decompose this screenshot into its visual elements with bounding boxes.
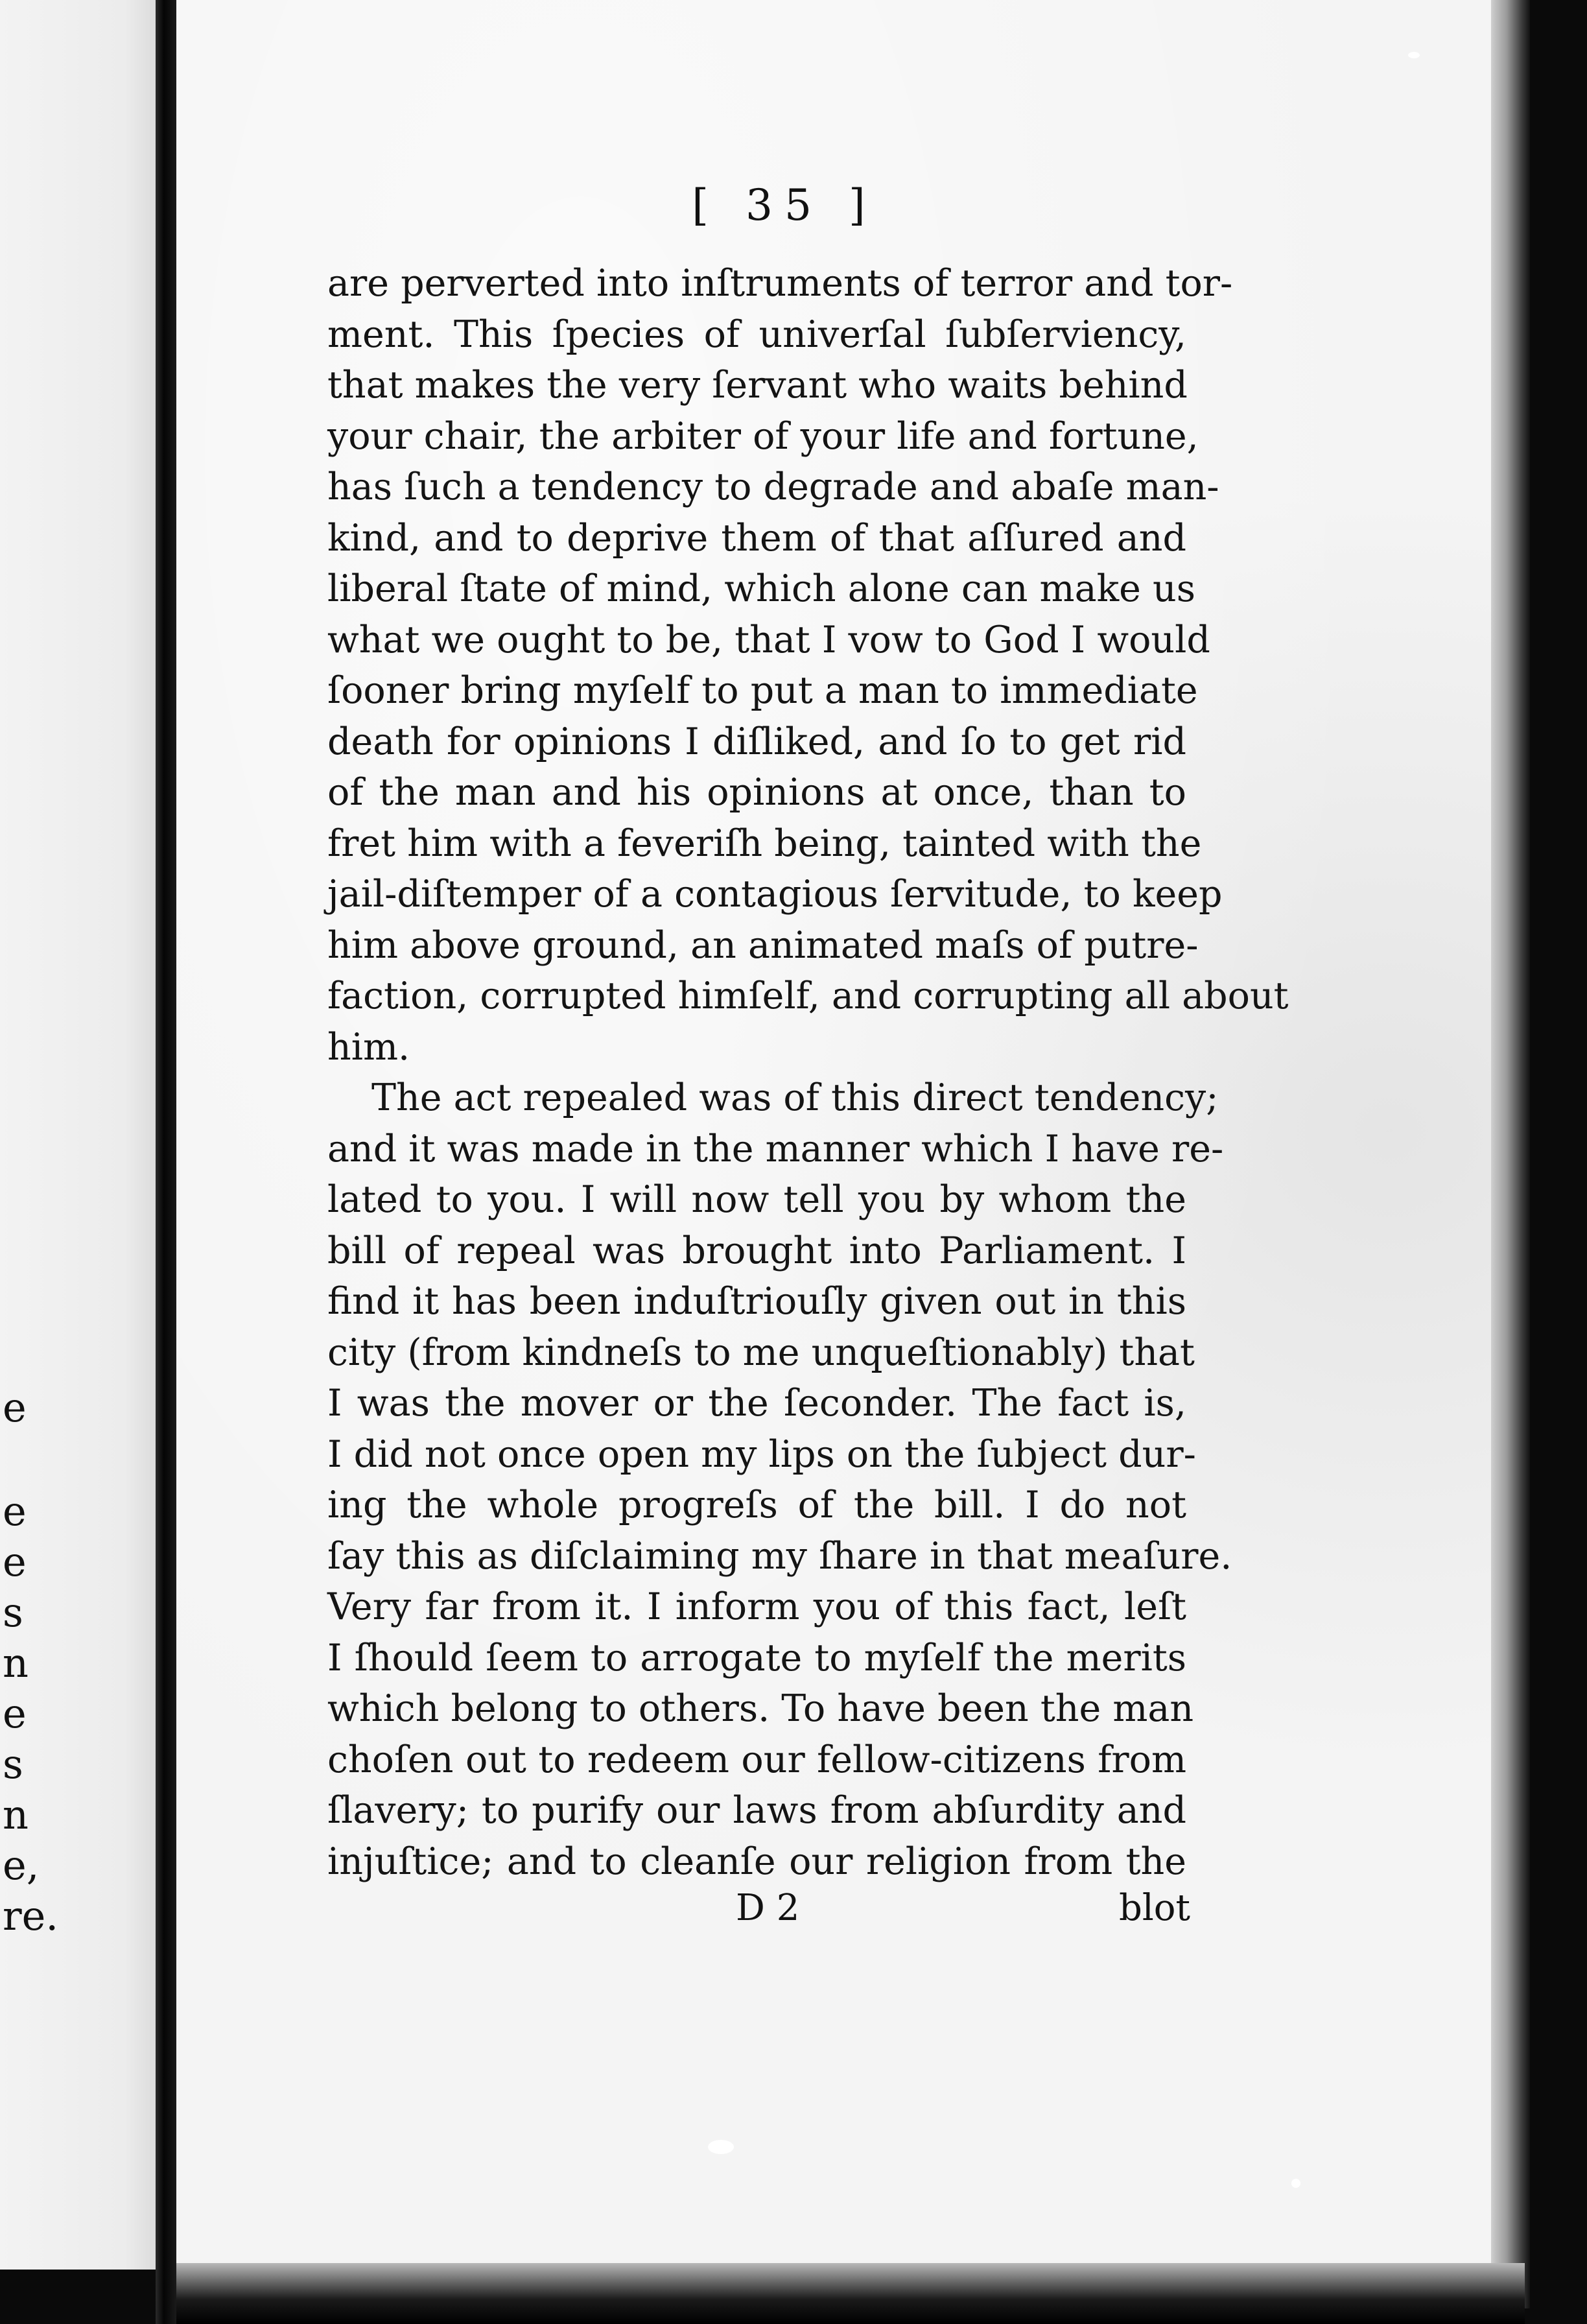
text-line: fret him with a feveriſh being, tainted with the <box>327 822 1202 865</box>
text-line: find it has been induſtriouſly given out in this <box>327 1280 1186 1323</box>
text-line: death for opinions I diſliked, and ſo to get rid <box>327 720 1186 763</box>
text-line: ment. This ſpecies of univerſal ſubſerviency, <box>327 313 1186 356</box>
catchword: blot <box>1119 1887 1190 1929</box>
signature-mark: D 2 <box>736 1887 800 1929</box>
margin-letter: e <box>3 1488 27 1535</box>
text-line: I ſhould ſeem to arrogate to myſelf the merits <box>327 1636 1186 1679</box>
page-right-edge <box>1491 0 1530 2308</box>
text-line: ing the whole progreſs of the bill. I do not <box>327 1484 1186 1526</box>
text-line: jail-diſtemper of a contagious ſervitude, to keep <box>327 873 1223 916</box>
page-number: [ 35 ] <box>692 180 877 230</box>
margin-letter: re. <box>3 1892 59 1939</box>
text-line: ſooner bring myſelf to put a man to immediate <box>327 669 1198 712</box>
text-line: injuſtice; and to cleanſe our religion from the <box>327 1840 1186 1883</box>
text-line: which belong to others. To have been the man <box>327 1687 1194 1730</box>
text-line: choſen out to redeem our fellow-citizens from <box>327 1738 1186 1781</box>
text-line: that makes the very ſervant who waits behind <box>327 364 1188 407</box>
text-line: has ſuch a tendency to degrade and abaſe man- <box>327 466 1219 508</box>
text-line: ſlavery; to purify our laws from abſurdity and <box>327 1789 1186 1832</box>
text-line: kind, and to deprive them of that aſſured and <box>327 516 1186 560</box>
margin-letter: s <box>3 1740 23 1788</box>
text-line: ſay this as diſclaiming my ſhare in that meaſure. <box>327 1534 1232 1578</box>
text-line: him above ground, an animated maſs of putre- <box>327 923 1199 967</box>
text-line: I was the mover or the ſeconder. The fact is, <box>327 1382 1186 1425</box>
margin-letter: n <box>3 1639 29 1687</box>
book-gutter <box>156 0 176 2324</box>
text-line: of the man and his opinions at once, than to <box>327 771 1186 814</box>
paragraph-first-line: The act repealed was of this direct tendency; <box>371 1076 1219 1119</box>
paper-speck <box>1408 52 1420 58</box>
text-line: city (from kindneſs to me unqueſtionably) that <box>327 1331 1195 1374</box>
paper-speck <box>708 2140 734 2154</box>
text-line: I did not once open my lips on the ſubject dur- <box>327 1432 1196 1476</box>
margin-letter: s <box>3 1589 23 1636</box>
previous-page-edge <box>0 0 156 2270</box>
text-line: Very far from it. I inform you of this fact, leſt <box>327 1585 1186 1628</box>
text-line: what we ought to be, that I vow to God I would <box>327 618 1210 661</box>
text-line: and it was made in the manner which I have re- <box>327 1127 1224 1170</box>
text-line: are perverted into inſtruments of terror and tor- <box>327 262 1233 305</box>
text-line: him. <box>327 1025 410 1069</box>
text-line: bill of repeal was brought into Parliament. I <box>327 1229 1186 1272</box>
text-line: faction, corrupted himſelf, and corrupting all about <box>327 975 1289 1017</box>
text-line: lated to you. I will now tell you by whom the <box>327 1178 1186 1221</box>
margin-letter: e, <box>3 1842 40 1889</box>
body-text <box>327 258 1289 1887</box>
margin-letter: n <box>3 1791 29 1838</box>
margin-letter: e <box>3 1690 27 1737</box>
text-line: liberal ſtate of mind, which alone can make us <box>327 567 1195 610</box>
page-bottom-shadow <box>176 2263 1525 2324</box>
text-line: your chair, the arbiter of your life and fortune, <box>327 414 1199 458</box>
margin-letter: e <box>3 1384 27 1431</box>
paper-speck <box>1291 2179 1300 2188</box>
margin-letter: e <box>3 1538 27 1585</box>
